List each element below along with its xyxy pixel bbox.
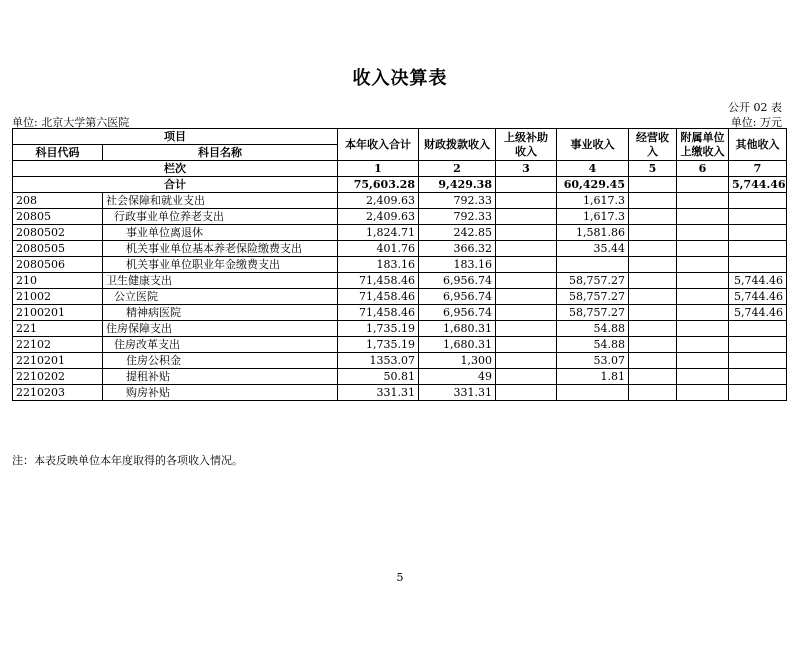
table-row bbox=[13, 193, 787, 209]
row-name: 事业单位离退休 bbox=[103, 225, 338, 241]
row-cell bbox=[496, 273, 557, 289]
row-cell bbox=[557, 385, 629, 401]
row-cell: 1,617.3 bbox=[557, 209, 629, 225]
row-cell bbox=[629, 337, 677, 353]
header-operating-income: 经营收入 bbox=[629, 129, 677, 161]
row-cell: 331.31 bbox=[419, 385, 496, 401]
row-code: 20805 bbox=[13, 209, 103, 225]
total-cell bbox=[629, 177, 677, 193]
row-cell bbox=[496, 353, 557, 369]
row-cell bbox=[557, 257, 629, 273]
row-cell bbox=[729, 193, 787, 209]
row-cell: 54.88 bbox=[557, 337, 629, 353]
row-cell bbox=[629, 241, 677, 257]
row-cell bbox=[629, 369, 677, 385]
currency-unit: 单位: 万元 bbox=[730, 116, 782, 129]
row-cell: 1.81 bbox=[557, 369, 629, 385]
page-title: 收入决算表 bbox=[352, 68, 448, 89]
row-cell: 331.31 bbox=[338, 385, 419, 401]
row-cell bbox=[496, 305, 557, 321]
row-cell bbox=[496, 241, 557, 257]
row-cell bbox=[677, 257, 729, 273]
row-cell bbox=[677, 225, 729, 241]
row-cell bbox=[729, 385, 787, 401]
row-cell bbox=[677, 321, 729, 337]
row-cell: 5,744.46 bbox=[729, 289, 787, 305]
table-row bbox=[13, 305, 787, 321]
header-total-income: 本年收入合计 bbox=[338, 129, 419, 161]
row-code: 21002 bbox=[13, 289, 103, 305]
row-name: 住房保障支出 bbox=[103, 321, 338, 337]
row-cell: 71,458.46 bbox=[338, 305, 419, 321]
row-cell bbox=[496, 193, 557, 209]
row-cell: 1353.07 bbox=[338, 353, 419, 369]
row-cell: 71,458.46 bbox=[338, 289, 419, 305]
row-cell: 2,409.63 bbox=[338, 193, 419, 209]
row-cell: 54.88 bbox=[557, 321, 629, 337]
row-cell bbox=[629, 257, 677, 273]
header-business-income: 事业收入 bbox=[557, 129, 629, 161]
row-cell bbox=[629, 385, 677, 401]
total-cell: 75,603.28 bbox=[338, 177, 419, 193]
row-cell: 1,735.19 bbox=[338, 337, 419, 353]
row-cell: 50.81 bbox=[338, 369, 419, 385]
table-row bbox=[13, 353, 787, 369]
row-cell: 1,300 bbox=[419, 353, 496, 369]
row-cell: 1,735.19 bbox=[338, 321, 419, 337]
row-cell: 242.85 bbox=[419, 225, 496, 241]
row-cell: 1,824.71 bbox=[338, 225, 419, 241]
row-name: 精神病医院 bbox=[103, 305, 338, 321]
table-row bbox=[13, 369, 787, 385]
header-affiliated-income: 附属单位上缴收入 bbox=[677, 129, 729, 161]
seq-cell: 2 bbox=[419, 161, 496, 177]
row-cell: 6,956.74 bbox=[419, 305, 496, 321]
row-cell bbox=[496, 225, 557, 241]
row-cell: 5,744.46 bbox=[729, 273, 787, 289]
seq-cell: 5 bbox=[629, 161, 677, 177]
row-cell bbox=[677, 337, 729, 353]
row-cell: 6,956.74 bbox=[419, 289, 496, 305]
row-cell bbox=[677, 353, 729, 369]
row-code: 208 bbox=[13, 193, 103, 209]
row-code: 22102 bbox=[13, 337, 103, 353]
row-cell: 183.16 bbox=[419, 257, 496, 273]
table-row bbox=[13, 385, 787, 401]
row-cell: 53.07 bbox=[557, 353, 629, 369]
total-label: 合计 bbox=[13, 177, 338, 193]
row-name: 住房公积金 bbox=[103, 353, 338, 369]
row-cell bbox=[729, 369, 787, 385]
total-cell bbox=[677, 177, 729, 193]
income-table bbox=[12, 128, 787, 401]
total-cell bbox=[496, 177, 557, 193]
seq-cell: 4 bbox=[557, 161, 629, 177]
row-cell: 1,680.31 bbox=[419, 321, 496, 337]
row-cell: 401.76 bbox=[338, 241, 419, 257]
row-cell bbox=[729, 241, 787, 257]
reporting-unit: 单位: 北京大学第六医院 bbox=[12, 116, 130, 129]
table-row bbox=[13, 241, 787, 257]
total-row bbox=[13, 177, 787, 193]
row-cell: 792.33 bbox=[419, 193, 496, 209]
row-cell: 35.44 bbox=[557, 241, 629, 257]
row-cell: 49 bbox=[419, 369, 496, 385]
total-cell: 60,429.45 bbox=[557, 177, 629, 193]
row-cell bbox=[677, 289, 729, 305]
row-cell bbox=[729, 353, 787, 369]
seq-cell: 6 bbox=[677, 161, 729, 177]
row-cell: 58,757.27 bbox=[557, 273, 629, 289]
row-name: 机关事业单位基本养老保险缴费支出 bbox=[103, 241, 338, 257]
row-code: 2080506 bbox=[13, 257, 103, 273]
seq-cell: 3 bbox=[496, 161, 557, 177]
row-cell bbox=[496, 337, 557, 353]
row-code: 221 bbox=[13, 321, 103, 337]
row-cell bbox=[677, 241, 729, 257]
form-number: 公开 02 表 bbox=[728, 101, 782, 114]
row-name: 行政事业单位养老支出 bbox=[103, 209, 338, 225]
row-name: 购房补贴 bbox=[103, 385, 338, 401]
row-code: 2210203 bbox=[13, 385, 103, 401]
row-cell bbox=[729, 225, 787, 241]
table-row bbox=[13, 257, 787, 273]
row-cell bbox=[729, 257, 787, 273]
seq-row bbox=[13, 161, 787, 177]
table-row bbox=[13, 225, 787, 241]
row-cell bbox=[496, 257, 557, 273]
row-cell: 71,458.46 bbox=[338, 273, 419, 289]
row-cell: 1,680.31 bbox=[419, 337, 496, 353]
row-cell bbox=[496, 369, 557, 385]
row-cell bbox=[677, 193, 729, 209]
page-number: 5 bbox=[396, 571, 404, 584]
row-cell bbox=[677, 209, 729, 225]
row-name: 机关事业单位职业年金缴费支出 bbox=[103, 257, 338, 273]
row-cell bbox=[629, 289, 677, 305]
row-code: 2080502 bbox=[13, 225, 103, 241]
row-name: 社会保障和就业支出 bbox=[103, 193, 338, 209]
seq-label: 栏次 bbox=[13, 161, 338, 177]
table-row bbox=[13, 321, 787, 337]
row-cell: 1,617.3 bbox=[557, 193, 629, 209]
header-fiscal-appropriation: 财政拨款收入 bbox=[419, 129, 496, 161]
row-cell: 2,409.63 bbox=[338, 209, 419, 225]
row-cell bbox=[629, 209, 677, 225]
row-cell bbox=[629, 273, 677, 289]
table-row bbox=[13, 337, 787, 353]
row-cell: 5,744.46 bbox=[729, 305, 787, 321]
row-code: 2100201 bbox=[13, 305, 103, 321]
row-cell bbox=[729, 337, 787, 353]
row-cell: 58,757.27 bbox=[557, 289, 629, 305]
row-name: 提租补贴 bbox=[103, 369, 338, 385]
row-name: 卫生健康支出 bbox=[103, 273, 338, 289]
row-cell bbox=[729, 209, 787, 225]
total-cell: 9,429.38 bbox=[419, 177, 496, 193]
row-cell: 58,757.27 bbox=[557, 305, 629, 321]
row-cell bbox=[629, 193, 677, 209]
row-name: 住房改革支出 bbox=[103, 337, 338, 353]
table-note: 注：本表反映单位本年度取得的各项收入情况。 bbox=[12, 454, 243, 467]
row-cell bbox=[677, 305, 729, 321]
row-cell bbox=[496, 289, 557, 305]
row-cell: 366.32 bbox=[419, 241, 496, 257]
header-name: 科目名称 bbox=[103, 145, 338, 161]
row-cell: 183.16 bbox=[338, 257, 419, 273]
row-cell bbox=[629, 225, 677, 241]
seq-cell: 7 bbox=[729, 161, 787, 177]
row-cell bbox=[629, 353, 677, 369]
header-other-income: 其他收入 bbox=[729, 129, 787, 161]
row-code: 2080505 bbox=[13, 241, 103, 257]
row-name: 公立医院 bbox=[103, 289, 338, 305]
table-row bbox=[13, 273, 787, 289]
total-cell: 5,744.46 bbox=[729, 177, 787, 193]
seq-cell: 1 bbox=[338, 161, 419, 177]
row-cell bbox=[629, 305, 677, 321]
row-cell bbox=[496, 209, 557, 225]
header-code: 科目代码 bbox=[13, 145, 103, 161]
row-cell bbox=[677, 369, 729, 385]
row-cell: 1,581.86 bbox=[557, 225, 629, 241]
row-code: 210 bbox=[13, 273, 103, 289]
row-code: 2210202 bbox=[13, 369, 103, 385]
row-cell bbox=[677, 273, 729, 289]
table-row bbox=[13, 209, 787, 225]
header-project: 项目 bbox=[13, 129, 338, 145]
row-cell bbox=[729, 321, 787, 337]
row-cell: 6,956.74 bbox=[419, 273, 496, 289]
header-superior-subsidy: 上级补助收入 bbox=[496, 129, 557, 161]
row-cell bbox=[677, 385, 729, 401]
row-cell bbox=[629, 321, 677, 337]
row-cell: 792.33 bbox=[419, 209, 496, 225]
row-cell bbox=[496, 321, 557, 337]
row-code: 2210201 bbox=[13, 353, 103, 369]
table-row bbox=[13, 289, 787, 305]
row-cell bbox=[496, 385, 557, 401]
